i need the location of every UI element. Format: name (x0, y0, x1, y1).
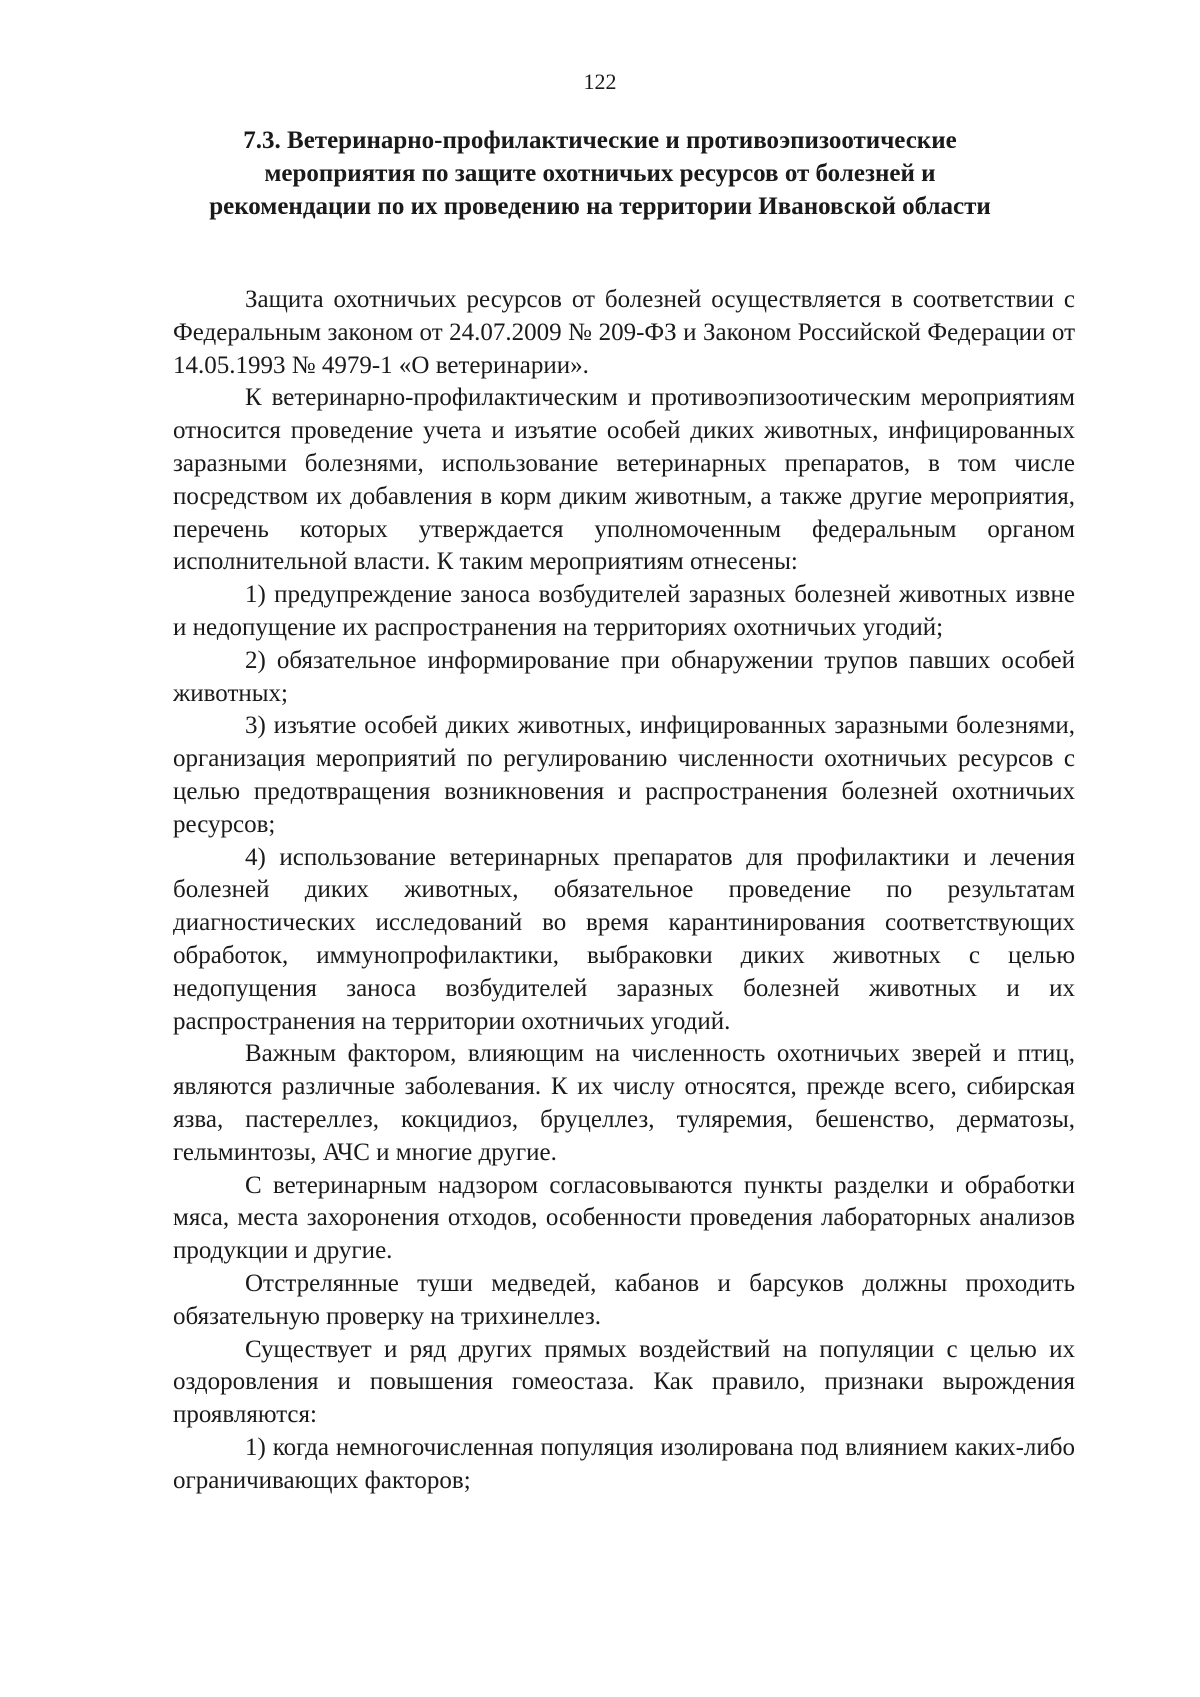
list-item: 4) использование ветеринарных препаратов для профилактики и лечения болезней диких животных, обязательное проведение по результатам диагностических исследований во время карантинирования соответствующих обработок, иммунопрофилактики, выбраковки диких животных с целью недопущения заноса возбудителей заразных болезней животных и их распространения на территории охотничьих угодий. (173, 843, 1075, 1035)
list-item: 1) когда немногочисленная популяция изолирована под влиянием каких-либо ограничивающих факторов; (173, 1433, 1075, 1494)
paragraph: Существует и ряд других прямых воздействий на популяции с целью их оздоровления и повышения гомеостаза. Как правило, признаки вырождения проявляются: (173, 1335, 1075, 1429)
paragraph: Важным фактором, влияющим на численность охотничьих зверей и птиц, являются различные заболевания. К их числу относятся, прежде всего, сибирская язва, пастереллез, кокцидиоз, бруцеллез, туляремия, бешенство, дерматозы, гельминтозы, АЧС и многие другие. (173, 1040, 1075, 1166)
list-item: 2) обязательное информирование при обнаружении трупов павших особей животных; (173, 646, 1075, 707)
section-heading: 7.3. Ветеринарно-профилактические и противоэпизоотические мероприятия по защите охотничьих ресурсов от болезней и рекомендации по их проведению на территории Ивановской области (209, 127, 991, 220)
paragraph: С ветеринарным надзором согласовываются пункты разделки и обработки мяса, места захоронения отходов, особенности проведения лабораторных анализов продукции и другие. (173, 1171, 1075, 1265)
paragraph: Отстрелянные туши медведей, кабанов и барсуков должны проходить обязательную проверку на трихинеллез. (173, 1269, 1075, 1330)
list-item: 3) изъятие особей диких животных, инфицированных заразными болезнями, организация мероприятий по регулированию численности охотничьих ресурсов с целью предотвращения возникновения и распространения болезней охотничьих ресурсов; (173, 712, 1075, 838)
page-number: 122 (583, 69, 617, 94)
paragraph: К ветеринарно-профилактическим и противоэпизоотическим мероприятиям относится проведение учета и изъятие особей диких животных, инфицированных заразными болезнями, использование ветеринарных препаратов, в том числе посредством их добавления в корм диким животным, а также другие мероприятия, перечень которых утверждается уполномоченным федеральным органом исполнительной власти. К таким мероприятиям отнесены: (173, 384, 1075, 576)
paragraph: Защита охотничьих ресурсов от болезней осуществляется в соответствии с Федеральным законом от 24.07.2009 № 209-ФЗ и Законом Российской Федерации от 14.05.1993 № 4979-1 «О ветеринарии». (173, 286, 1075, 379)
list-item: 1) предупреждение заноса возбудителей заразных болезней животных извне и недопущение их распространения на территориях охотничьих угодий; (173, 581, 1075, 641)
body-text (173, 284, 1075, 1497)
